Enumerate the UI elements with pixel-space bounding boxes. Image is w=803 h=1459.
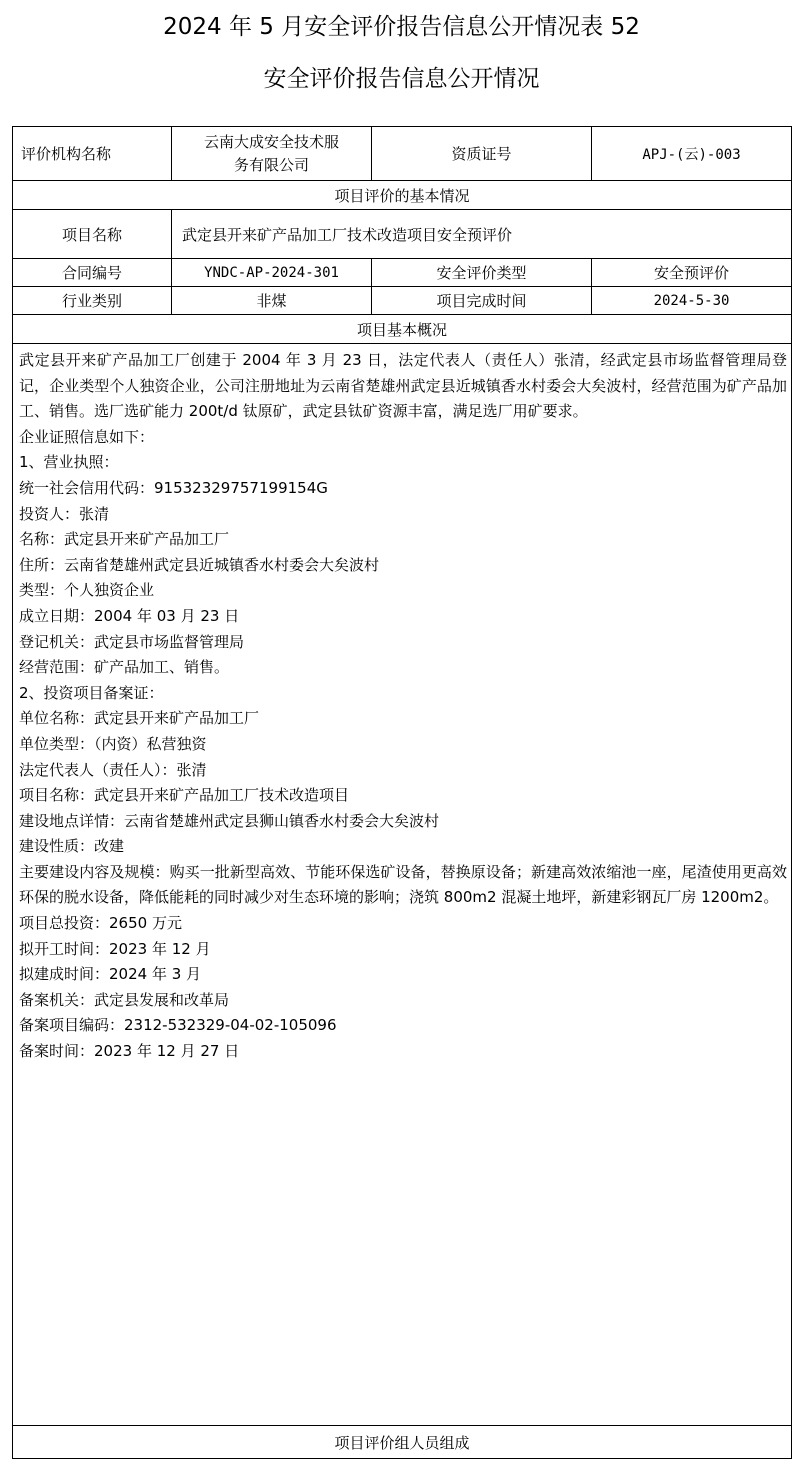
overview-intro: 武定县开来矿产品加工厂创建于 2004 年 3 月 23 日，法定代表人（责任人）张清，经武定县市场监督管理局登记，企业类型个人独资企业，公司注册地址为云南省楚雄州武定县近城镇香水村委会大矣波村，经营范围为矿产品加工、销售。选厂选矿能力 200t/d 钛原矿，武定县钛矿资源丰富，满足选厂用矿要求。 bbox=[19, 351, 787, 421]
completion-label: 项目完成时间 bbox=[372, 287, 592, 315]
overview-body bbox=[13, 344, 792, 1426]
overview-line: 登记机关：武定县市场监督管理局 bbox=[19, 632, 245, 651]
overview-line: 投资人：张清 bbox=[19, 504, 110, 523]
overview-line: 1、营业执照： bbox=[19, 453, 119, 472]
info-table bbox=[12, 126, 792, 1459]
industry-value: 非煤 bbox=[172, 287, 372, 315]
completion-value: 2024-5-30 bbox=[592, 287, 792, 315]
section-overview-row bbox=[13, 315, 792, 344]
section-team-heading: 项目评价组人员组成 bbox=[13, 1426, 792, 1459]
document-subtitle: 安全评价报告信息公开情况 bbox=[263, 66, 540, 92]
overview-line: 法定代表人（责任人）：张清 bbox=[19, 760, 207, 779]
overview-line: 拟开工时间：2023 年 12 月 bbox=[19, 939, 211, 958]
industry-row bbox=[13, 287, 792, 315]
industry-label: 行业类别 bbox=[13, 287, 172, 315]
cert-label: 资质证号 bbox=[372, 127, 592, 181]
overview-line: 项目总投资：2650 万元 bbox=[19, 914, 182, 933]
overview-line: 备案机关：武定县发展和改革局 bbox=[19, 990, 230, 1009]
section-team-row bbox=[13, 1426, 792, 1459]
overview-line: 经营范围：矿产品加工、销售。 bbox=[19, 658, 230, 677]
contract-value: YNDC-AP-2024-301 bbox=[172, 259, 372, 287]
org-row bbox=[13, 127, 792, 181]
project-name-value: 武定县开来矿产品加工厂技术改造项目安全预评价 bbox=[172, 210, 792, 259]
project-name-label: 项目名称 bbox=[13, 210, 172, 259]
overview-line: 建设地点详情：云南省楚雄州武定县狮山镇香水村委会大矣波村 bbox=[19, 811, 440, 830]
contract-row bbox=[13, 259, 792, 287]
overview-line: 备案项目编码：2312-532329-04-02-105096 bbox=[19, 1016, 337, 1035]
org-name-line1: 云南大成安全技术服 bbox=[203, 132, 339, 151]
overview-line: 名称：武定县开来矿产品加工厂 bbox=[19, 530, 230, 549]
overview-line: 2、投资项目备案证： bbox=[19, 683, 164, 702]
org-label: 评价机构名称 bbox=[13, 127, 172, 181]
contract-label: 合同编号 bbox=[13, 259, 172, 287]
overview-line: 备案时间：2023 年 12 月 27 日 bbox=[19, 1042, 240, 1061]
overview-row bbox=[13, 344, 792, 1426]
eval-type-value: 安全预评价 bbox=[592, 259, 792, 287]
overview-construction: 主要建设内容及规模：购买一批新型高效、节能环保选矿设备，替换原设备；新建高效浓缩池一座，尾渣使用更高效环保的脱水设备，降低能耗的同时减少对生态环境的影响；浇筑 800m2 混凝土地坪，新建彩钢瓦厂房 1200m2。 bbox=[19, 862, 787, 907]
overview-line: 单位名称：武定县开来矿产品加工厂 bbox=[19, 709, 260, 728]
overview-line: 统一社会信用代码：91532329757199154G bbox=[19, 478, 328, 497]
document-title: 2024 年 5 月安全评价报告信息公开情况表 52 bbox=[163, 14, 640, 40]
section-overview-heading: 项目基本概况 bbox=[13, 315, 792, 344]
org-name bbox=[172, 127, 372, 181]
section-basic-row bbox=[13, 181, 792, 210]
section-basic-heading: 项目评价的基本情况 bbox=[13, 181, 792, 210]
overview-line: 类型：个人独资企业 bbox=[19, 581, 155, 600]
overview-line: 项目名称：武定县开来矿产品加工厂技术改造项目 bbox=[19, 786, 350, 805]
overview-line: 成立日期：2004 年 03 月 23 日 bbox=[19, 606, 240, 625]
overview-line: 单位类型：（内资）私营独资 bbox=[19, 734, 207, 753]
overview-line: 建设性质：改建 bbox=[19, 837, 125, 856]
project-name-row bbox=[13, 210, 792, 259]
org-name-line2: 务有限公司 bbox=[233, 155, 309, 174]
cert-value: APJ-(云)-003 bbox=[592, 127, 792, 181]
overview-line: 拟建成时间：2024 年 3 月 bbox=[19, 965, 202, 984]
overview-line: 企业证照信息如下： bbox=[19, 427, 155, 446]
eval-type-label: 安全评价类型 bbox=[372, 259, 592, 287]
overview-line: 住所：云南省楚雄州武定县近城镇香水村委会大矣波村 bbox=[19, 555, 380, 574]
